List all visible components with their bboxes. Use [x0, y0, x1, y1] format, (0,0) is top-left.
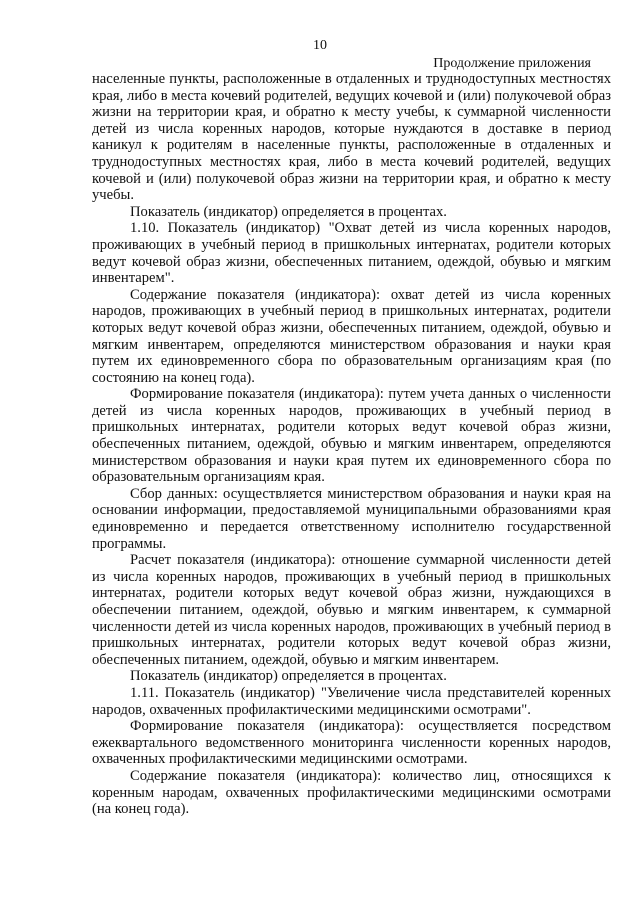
paragraph-data-collection: Сбор данных: осуществляется министерством образования и науки края на основании информации, предоставляемой муниципальными образованиями края единовременно и передается ответственному исполнителю государственной программы. [92, 485, 611, 552]
page-number: 10 [313, 38, 327, 53]
paragraph-indicator-1-10: 1.10. Показатель (индикатор) "Охват детей из числа коренных народов, проживающих в учебный период в пришкольных интернатах, родители которых ведут кочевой образ жизни, обеспеченных питанием, одеждой, обувью и мягким инвентарем". [92, 220, 611, 287]
paragraph-content-1-11: Содержание показателя (индикатора): количество лиц, относящихся к коренным народам, охваченных профилактическими медицинскими осмотрами (на конец года). [92, 767, 611, 818]
continuation-label: Продолжение приложения [433, 56, 591, 71]
paragraph-unit-note: Показатель (индикатор) определяется в процентах. [130, 203, 447, 220]
paragraph-continued: населенные пункты, расположенные в отдаленных и труднодоступных местностях края, либо в места кочевий родителей, ведущих кочевой и (или) полукочевой образ жизни на территории края, и обратно к месту учебы, к суммарной численности детей из числа коренных народов, которые нуждаются в доставке в период каникул к родителям в населенные пункты, расположенные в отдаленных и труднодоступных местностях края, либо в места кочевий родителей, ведущих кочевой и (или) полукочевой образ жизни на территории края, и обратно к месту учебы. [92, 71, 611, 204]
paragraph-unit-note-2: Показатель (индикатор) определяется в процентах. [130, 668, 447, 685]
paragraph-calculation: Расчет показателя (индикатора): отношение суммарной численности детей из числа коренных народов, проживающих в учебный период в пришкольных интернатах, родители которых ведут кочевой образ жизни, нуждающихся в обеспечении питанием, одеждой, обувью и мягким инвентарем, к суммарной численности детей из числа коренных народов, проживающих в учебный период в пришкольных интернатах, родители которых ведут кочевой образ жизни, обеспеченных питанием, одеждой, обувью и мягким инвентарем. [92, 552, 611, 668]
paragraph-formation-1-11: Формирование показателя (индикатора): осуществляется посредством ежеквартального ведомственного мониторинга численности коренных народов, охваченных профилактическими медицинскими осмотрами. [92, 718, 611, 768]
paragraph-formation-1-10: Формирование показателя (индикатора): путем учета данных о численности детей из числа коренных народов, проживающих в учебный период в пришкольных интернатах, родители которых ведут кочевой образ жизни, обеспеченных питанием, одеждой, обувью и мягким инвентарем, определяются министерством образования и науки края путем их единовременного сбора по образовательным организациям края. [92, 386, 611, 486]
paragraph-indicator-1-11: 1.11. Показатель (индикатор) "Увеличение числа представителей коренных народов, охваченных профилактическими медицинскими осмотрами". [92, 684, 611, 718]
document-body [92, 71, 611, 818]
paragraph-content-1-10: Содержание показателя (индикатора): охват детей из числа коренных народов, проживающих в учебный период в пришкольных интернатах, родители которых ведут кочевой образ жизни, обеспеченных питанием, одеждой, обувью и мягким инвентарем, определяются министерством образования и науки края путем их единовременного сбора по образовательным организациям края (по состоянию на конец года). [92, 286, 611, 386]
